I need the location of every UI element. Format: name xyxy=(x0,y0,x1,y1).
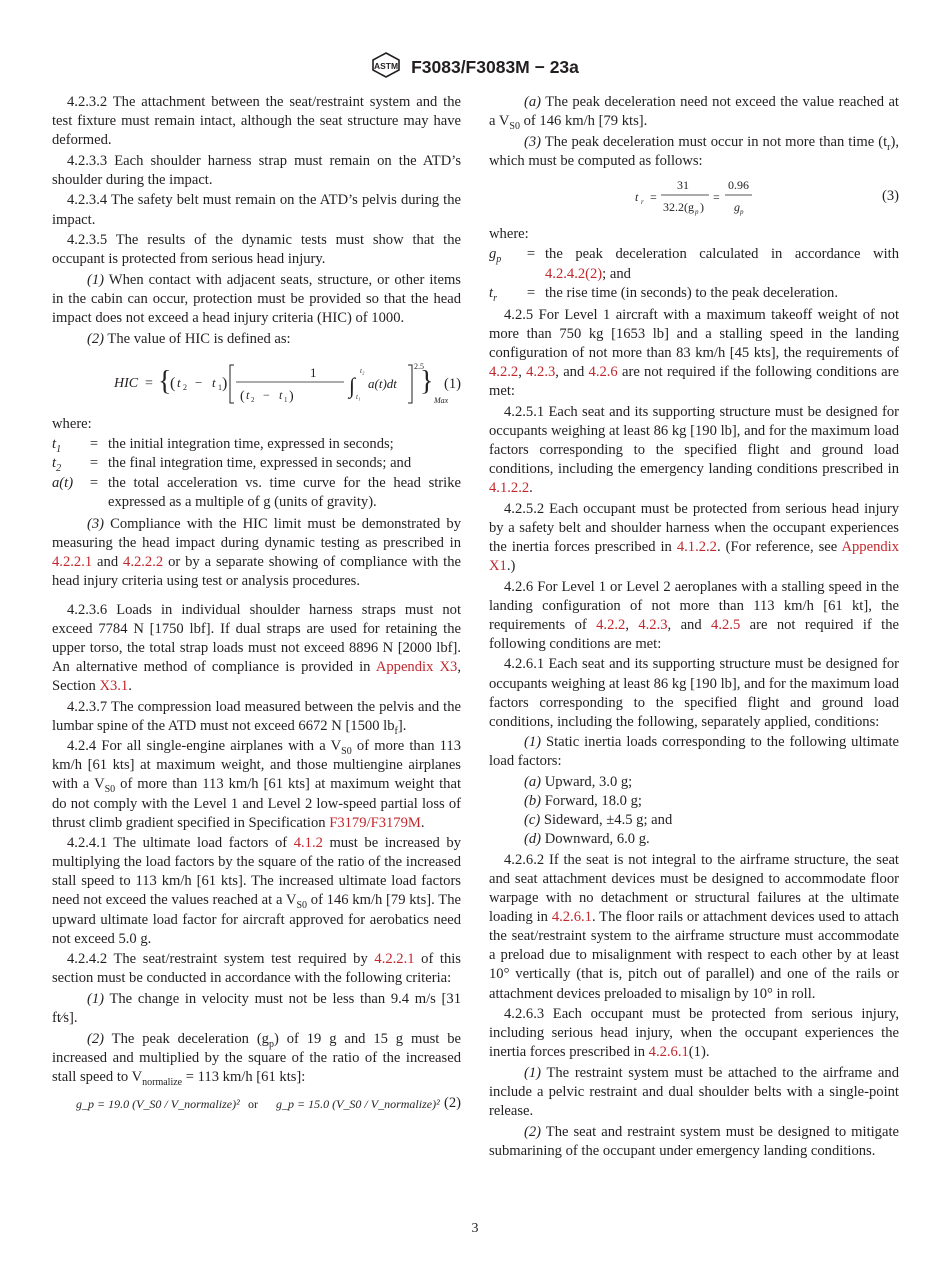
para-4-2-4-2-2 xyxy=(52,1030,461,1087)
definition-row xyxy=(52,435,461,454)
text: 4.2.4.2 The seat/restraint system test required by xyxy=(67,951,368,968)
para-4-2-3-5-3 xyxy=(52,515,461,591)
text: 4.2.4 For all single-engine airplanes with a V xyxy=(67,738,342,755)
equation-2 xyxy=(52,1091,461,1117)
para-4-2-6-1: 4.2.6.1 Each seat and its supporting structure must be designed for occupants weighing at least 86 kg [190 lb], and for the maximum load factors corresponding to the specified flight and ground load conditions, including the following, separately applied, conditions: xyxy=(489,656,899,730)
svg-text:1: 1 xyxy=(218,382,222,392)
text: Compliance with the HIC limit must be demonstrated by measuring the head impact during dynamic testing as prescribed in xyxy=(52,515,461,551)
text: of 146 km/h [79 kts]. xyxy=(523,113,648,130)
subscript: f xyxy=(394,725,398,737)
item-label: (b) xyxy=(524,793,542,810)
eq1-integrand: a(t)dt xyxy=(368,375,397,391)
item-label: (2) xyxy=(524,1123,542,1140)
eq1-t2: t xyxy=(177,374,181,390)
svg-text:ASTM: ASTM xyxy=(374,61,399,71)
item-label: (a) xyxy=(524,94,542,110)
section-link[interactable]: 4.2.2.2 xyxy=(123,553,164,570)
definition-row xyxy=(489,284,899,303)
standard-designation: F3083/F3083M − 23a xyxy=(411,57,579,77)
item-text: The value of HIC is defined as: xyxy=(107,330,291,347)
equals: = xyxy=(526,284,536,301)
subscript: normalize xyxy=(142,1076,183,1088)
svg-text:2: 2 xyxy=(183,382,187,392)
para-4-2-6-3 xyxy=(489,1005,899,1062)
equation-number: (3) xyxy=(881,187,899,204)
item-text: The change in velocity must not be less than 9.4 m/s [31 ft⁄s]. xyxy=(52,990,462,1027)
astm-logo-icon xyxy=(371,52,401,83)
subscript: r xyxy=(887,141,891,153)
definition: the total acceleration vs. time curve for the head strike expressed as a multiple of g (units of gravity). xyxy=(108,474,461,510)
definition: the initial integration time, expressed in seconds; xyxy=(108,436,394,453)
item-label: (2) xyxy=(87,1030,105,1047)
text: 4.2.6.2 If the seat is not integral to the airframe structure, the seat and seat attachment devices must be designed to accommodate floor warpage with no detachment or structural failures at the ultimate loading in xyxy=(489,851,899,926)
item-label: (d) xyxy=(524,831,542,848)
svg-text:−: − xyxy=(263,387,270,402)
text: ]. xyxy=(397,717,407,734)
text: 4.2.3.6 Loads in individual shoulder harness straps must not exceed 7784 N [1750 lbf]. If dual straps are used for retaining the upper torso, the total strap loads must not exceed 8896 N [2000 lbf]. An alternative method of compliance is provided in xyxy=(52,601,461,675)
definition-row xyxy=(52,474,461,512)
symbol-subscript: r xyxy=(493,292,497,304)
svg-text:): ) xyxy=(222,374,228,392)
symbol: t xyxy=(52,455,57,472)
para-a-peak-deceleration xyxy=(489,93,899,131)
section-link[interactable]: 4.2.5 xyxy=(711,616,741,633)
eq3-numerator-2: 0.96 xyxy=(728,177,749,192)
section-link[interactable]: 4.2.2.1 xyxy=(374,951,415,968)
equals: = xyxy=(89,455,99,472)
svg-text:1: 1 xyxy=(284,395,288,404)
svg-text:}: } xyxy=(420,365,434,397)
equation-3-rise-time xyxy=(489,173,899,219)
text: .) xyxy=(506,557,516,574)
eq2-or: or xyxy=(248,1096,258,1111)
text: and xyxy=(97,553,119,570)
symbol-subscript: 2 xyxy=(56,463,62,475)
text: or by a separate showing of compliance with the head injury criteria using test or analysis procedures. xyxy=(52,553,461,589)
item-label: (3) xyxy=(524,133,542,150)
svg-text:−: − xyxy=(195,374,203,390)
symbol-subscript: 1 xyxy=(56,444,62,456)
para-4-2-6: 4.2.6 For Level 1 or Level 2 aeroplanes with a stalling speed in the landing configuration of not more than 113 km/h [61 kt], the requirements of 4.2.2, 4.2.3, and 4.2.5 are not required if the following conditions are met: xyxy=(489,578,899,652)
where-label: where: xyxy=(52,415,92,432)
para-4-2-3-4: 4.2.3.4 The safety belt must remain on the ATD’s pelvis during the impact. xyxy=(52,192,461,228)
load-factor-item xyxy=(489,830,899,849)
item-text: Upward, 3.0 g; xyxy=(544,774,633,790)
svg-text:p: p xyxy=(740,207,744,216)
eq1-lhs: HIC xyxy=(114,375,139,391)
para-4-2-5: 4.2.5 For Level 1 aircraft with a maximum takeoff weight of not more than 750 kg [1653 lb] and a stalling speed in the landing configuration of not more than 83 km/h [45 kts], the requirements of 4.2.2, 4.2.3, and 4.2.6 are not required if the following conditions are met: xyxy=(489,306,899,400)
svg-text:=: = xyxy=(713,189,720,204)
symbol: t xyxy=(489,284,494,301)
item-text: Downward, 6.0 g. xyxy=(544,831,650,848)
section-link[interactable]: 4.2.6.1 xyxy=(551,909,592,926)
appendix-link[interactable]: Appendix X3 xyxy=(375,658,458,675)
eq2-right-expression: g_p = 15.0 (V_S0 / V_normalize)² xyxy=(276,1096,440,1111)
equals: = xyxy=(526,246,536,263)
svg-text:): ) xyxy=(289,388,294,404)
svg-text:r: r xyxy=(641,197,644,206)
item-label: (2) xyxy=(87,330,105,347)
para-4-2-3-6 xyxy=(52,601,461,696)
definition: the rise time (in seconds) to the peak deceleration. xyxy=(545,284,838,301)
eq3-denominator-1: 32.2(g xyxy=(663,199,694,214)
load-factor-item xyxy=(489,773,899,792)
text: must be increased by multiplying the load factors by the square of the ratio of the increased stall speed to 113 km/h [61 kts]. The increased ultimate load factors need not exceed the values reached at a V xyxy=(52,835,461,909)
eq1-exponent: 2.5 xyxy=(414,361,424,371)
text: 4.2.4.1 The ultimate load factors of xyxy=(67,835,288,852)
load-factor-item xyxy=(489,811,899,830)
section-link[interactable]: 4.1.2.2 xyxy=(489,480,530,497)
text: 4.2.5.2 Each occupant must be protected from serious head injury by a safety belt and shoulder harness when the occupant experiences the inertia forces prescribed in xyxy=(489,500,899,555)
item-text: The seat and restraint system must be designed to mitigate submarining of the occupant under emergency landing conditions. xyxy=(489,1123,899,1159)
text: are not required if the following conditions are met: xyxy=(489,364,899,400)
text: . xyxy=(128,677,132,694)
section-link[interactable]: 4.2.2 xyxy=(489,364,519,381)
text: of this section must be conducted in accordance with the following criteria: xyxy=(52,951,461,987)
item-label: (1) xyxy=(524,1064,542,1081)
subscript: p xyxy=(268,1038,274,1050)
para-4-2-5-1: 4.2.5.1 Each seat and its supporting structure must be designed for occupants weighing at least 86 kg [190 lb], and for the maximum load factors corresponding to the specified flight and ground load conditions, including the emergency landing conditions prescribed in 4.1.2.2. xyxy=(489,403,899,497)
item-label: (a) xyxy=(524,774,542,790)
svg-text:2: 2 xyxy=(251,395,255,404)
text: The peak deceleration (g xyxy=(111,1030,269,1047)
subscript: S0 xyxy=(341,746,352,758)
para-4-2-4-2 xyxy=(52,950,461,988)
item-label: (1) xyxy=(87,990,105,1007)
svg-text:(: ( xyxy=(170,374,176,392)
text: of 146 km/h [79 kts]. The upward ultimate load factor for aircraft approved for aerobatics need not exceed 5.0 g. xyxy=(52,892,461,947)
symbol: a(t) xyxy=(52,474,74,491)
text: (1). xyxy=(688,1044,710,1061)
text: ), which must be computed as follows: xyxy=(489,133,899,169)
eq1-subscript: Max xyxy=(434,395,449,405)
text: . The floor rails or attachment devices used to attach the seat/restraint system to the airframe structure must accommodate a preload due to misalignment with respect to each other by at least 10° vertically (that is, pitch out of parallel) and one of the rails or attachment devices preloaded to misalign by 10° in roll. xyxy=(489,909,899,1002)
section-link[interactable]: X3.1 xyxy=(99,677,129,694)
text: . (For reference, see xyxy=(716,538,838,555)
definition-row xyxy=(489,245,899,283)
text: are not required if the following conditions are met: xyxy=(489,616,899,652)
para-4-2-4-2-1 xyxy=(52,990,461,1028)
para-4-2-3-2: 4.2.3.2 The attachment between the seat/restraint system and the test fixture must remain intact, although the seat structure may have deformed. xyxy=(52,94,461,149)
section-link[interactable]: 4.1.2.2 xyxy=(676,538,717,555)
svg-text:t₂: t₂ xyxy=(360,366,365,375)
svg-text:∫: ∫ xyxy=(349,372,356,398)
symbol-subscript: p xyxy=(496,254,502,266)
equation-number: (1) xyxy=(443,375,461,392)
section-link[interactable]: 4.2.6 xyxy=(588,364,618,381)
load-factor-item xyxy=(489,792,899,811)
section-link[interactable]: 4.2.2.1 xyxy=(52,553,93,570)
para-4-2-4-1 xyxy=(52,834,461,949)
eq2-left-expression: g_p = 19.0 (V_S0 / V_normalize)² xyxy=(76,1096,240,1111)
text: 4.2.6 For Level 1 or Level 2 aeroplanes with a stalling speed in the landing configuration of not more than 113 km/h [61 kt], the requirements of xyxy=(489,578,899,633)
svg-text:): ) xyxy=(700,199,704,214)
equation-number: (2) xyxy=(443,1094,461,1111)
para-4-2-6-3-1 xyxy=(489,1064,899,1121)
section-link[interactable]: 4.2.3 xyxy=(526,364,556,381)
page-number: 3 xyxy=(471,1221,479,1236)
text: ; and xyxy=(602,265,631,282)
section-link[interactable]: 4.1.2 xyxy=(293,835,323,852)
item-label: (c) xyxy=(524,812,541,829)
subscript: S0 xyxy=(296,900,308,912)
para-4-2-6-1-1 xyxy=(489,733,899,771)
para-4-2-6-3-2 xyxy=(489,1123,899,1161)
appendix-link[interactable]: Appendix X1 xyxy=(489,538,900,574)
definition-row xyxy=(52,454,461,473)
page-header xyxy=(0,52,950,83)
where-label: where: xyxy=(489,225,529,242)
left-column xyxy=(52,93,461,1117)
svg-text:=: = xyxy=(650,189,657,204)
symbol: g xyxy=(489,246,497,263)
text: = 113 km/h [61 kts]: xyxy=(185,1068,306,1085)
item-text: When contact with adjacent seats, structure, or other items in the cabin can occur, protection must be provided so that the head impact does not exceed a head injury criteria (HIC) of 1000. xyxy=(52,271,461,327)
svg-text:=: = xyxy=(145,375,153,391)
text: 4.2.5.1 Each seat and its supporting structure must be designed for occupants weighing at least 86 kg [190 lb], and for the maximum load factors corresponding to the specified flight and ground load conditions, including the emergency landing conditions prescribed in xyxy=(489,403,899,477)
svg-text:t: t xyxy=(246,387,250,402)
definition: the final integration time, expressed in seconds; and xyxy=(108,455,412,472)
item-text: Forward, 18.0 g; xyxy=(544,793,642,810)
text: , Section xyxy=(52,658,461,694)
equals: = xyxy=(89,436,99,453)
equation-1-hic xyxy=(52,355,461,409)
text: ) of 19 g and 15 g must be increased and multiplied by the square of the ratio of the increased stall speed to V xyxy=(52,1030,462,1085)
svg-text:(: ( xyxy=(240,388,245,404)
section-link[interactable]: 4.2.2 xyxy=(596,616,626,633)
section-link[interactable]: 4.2.4.2(2) xyxy=(545,265,603,282)
para-4-2-3-5-2 xyxy=(52,330,461,349)
para-4-2-3-7 xyxy=(52,698,461,736)
text: 4.2.3.7 The compression load measured between the pelvis and the lumbar spine of the ATD must not exceed 6672 N [1500 lb xyxy=(52,698,461,734)
eq3-denominator-2: g xyxy=(734,199,740,214)
spec-link[interactable]: F3179/F3179M xyxy=(329,814,421,831)
svg-text:{: { xyxy=(158,365,172,397)
eq3-lhs: t xyxy=(635,189,639,204)
text: of more than 113 km/h [61 kts] at maximum weight that do not comply with the Level 1 and Level 2 low-speed partial loss of thrust climb gradient specified in Specification xyxy=(52,776,462,831)
eq3-numerator-1: 31 xyxy=(677,177,689,192)
para-4-2-5-2 xyxy=(489,500,899,576)
text: The peak deceleration must occur in not more than time (t xyxy=(544,133,888,150)
section-link[interactable]: 4.2.6.1 xyxy=(648,1044,689,1061)
eq1-t1: t xyxy=(212,374,216,390)
item-text: Sideward, ±4.5 g; and xyxy=(543,812,673,829)
subscript: S0 xyxy=(509,121,520,132)
variable-definitions-2 xyxy=(489,245,899,302)
svg-text:p: p xyxy=(695,207,699,216)
subscript: S0 xyxy=(104,784,116,796)
item-text: Static inertia loads corresponding to the following ultimate load factors: xyxy=(489,734,900,770)
item-label: (1) xyxy=(524,734,542,751)
svg-text:t₁: t₁ xyxy=(356,392,361,401)
para-4-2-6-2 xyxy=(489,851,899,1004)
text: The peak deceleration need not exceed the value reached at a V xyxy=(489,94,899,130)
variable-definitions-1 xyxy=(52,435,461,511)
text: of more than 113 km/h [61 kts] at maximum weight, and those multiengine airplanes with a V xyxy=(52,738,462,793)
para-4-2-3-5-1 xyxy=(52,271,461,328)
para-4-2-3-3: 4.2.3.3 Each shoulder harness strap must remain on the ATD’s shoulder during the impact. xyxy=(52,152,461,188)
equals: = xyxy=(89,474,99,491)
symbol: t xyxy=(52,436,57,453)
text: 4.2.5 For Level 1 aircraft with a maximum takeoff weight of not more than 750 kg [1653 lb] and a stalling speed in the landing configuration of not more than 83 km/h [45 kts], the requirements of xyxy=(489,306,899,361)
section-link[interactable]: 4.2.3 xyxy=(638,616,668,633)
item-text: The restraint system must be attached to the airframe and include a pelvic restraint and dual shoulder belts with a single-point release. xyxy=(489,1064,899,1120)
text: 4.2.6.3 Each occupant must be protected from serious injury, including serious head injury, when the occupant experiences the inertia forces prescribed in xyxy=(489,1006,899,1061)
para-4-2-4 xyxy=(52,737,461,832)
eq1-numerator: 1 xyxy=(310,364,317,380)
right-column xyxy=(489,93,899,1162)
item-label: (1) xyxy=(87,271,105,288)
item-label: (3) xyxy=(87,515,105,532)
para-3-rise-time xyxy=(489,133,899,171)
para-4-2-3-5: 4.2.3.5 The results of the dynamic tests must show that the occupant is protected from serious head injury. xyxy=(52,232,461,268)
text: . xyxy=(420,814,425,831)
svg-text:t: t xyxy=(279,387,283,402)
definition: the peak deceleration calculated in accordance with xyxy=(545,246,899,263)
